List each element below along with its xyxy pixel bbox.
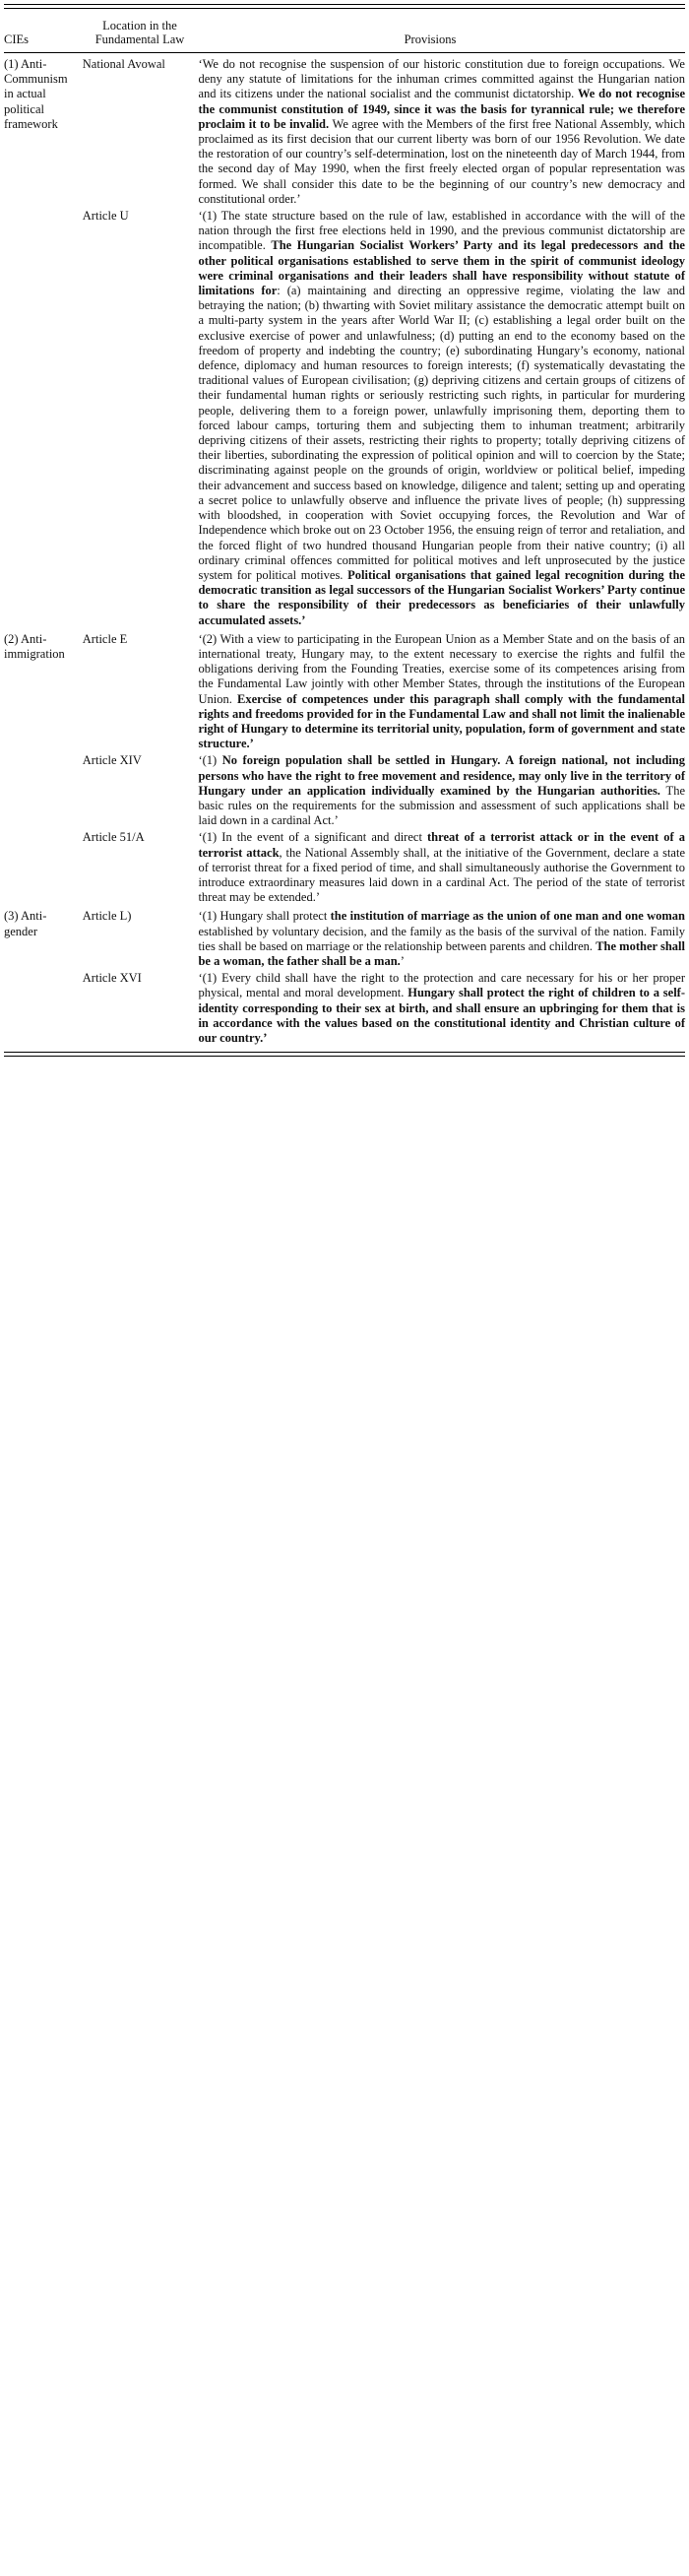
location-cell: Article XVI	[82, 971, 142, 986]
provision-emphasis: the institution of marriage as the union of one man and one woman	[330, 909, 685, 924]
provision-text: ‘(1) Hungary shall protect	[198, 909, 331, 924]
table-header-rule	[4, 52, 685, 53]
provision-text: ‘(1) The state structure based on the rule of law, established in accordance with the will of the nation through the first free elections held in 1990, and the previous communist dictatorship are incompatible.	[198, 209, 685, 253]
provision-text: ’	[400, 953, 405, 968]
header-provisions: Provisions	[404, 32, 457, 46]
provision-cell	[198, 971, 685, 1046]
provision-emphasis: Exercise of competences under this paragraph shall comply with the fundamental rights and freedoms provided for in the Fundamental Law and shall not limit the inalienable right of Hungary to determine its territorial unity, population, form of government and state structure.’	[198, 691, 686, 751]
provision-text: ‘(1)	[198, 753, 222, 768]
provision-text: : (a) maintaining and directing an oppressive regime, violating the law and betraying the nation; (b) thwarting with Soviet military assistance the democratic attempt built on a multi-party system in the years after World War II; (c) establishing a legal order built on the exclusive exercise of power and unlawfulness; (d) putting an end to the economy based on the freedom of property and indebting the country; (e) subordinating Hungary’s economy, national defence, diplomacy and human resources to foreign interests; (f) systematically devastating the traditional values of European civilisation; (g) depriving citizens and certain groups of citizens of their fundamental human rights or seriously restricting such rights, in particular for murdering people, delivering them to a foreign power, unlawfully imprisoning them, deporting them to forced labour camps, torturing them and subjecting them to inhuman treatment; arbitrarily depriving citizens of their assets, restricting their rights to property; totally depriving citizens of their liberties, subordinating the expression of political opinion and will to coercion by the State; discriminating against people on the grounds of origin, worldview or political belief, impeding their advancement and success based on knowledge, diligence and talent; setting up and operating a secret police to unlawfully observe and influence the private lives of people; (h) suppressing with bloodshed, in cooperation with Soviet occupying forces, the Revolution and War of Independence which broke out on 23 October 1956, the ensuing reign of terror and retaliation, and the forced flight of two hundred thousand Hungarian people from their native country; (i) all ordinary criminal offences committed for political motives and left unprosecuted by the justice system for political motives.	[198, 284, 685, 582]
table-body	[4, 57, 685, 1046]
location-cell: Article E	[82, 631, 128, 646]
provision-emphasis: We do not recognise the communist constitution of 1949, since it was the basis for tyrannical rule; we therefore proclaim it to be invalid.	[198, 87, 686, 131]
provision-text: ‘(2) With a view to participating in the European Union as a Member State and on the basis of an international treaty, Hungary may, to the extent necessary to exercise the rights and fulfil the obligations deriving from the Founding Treaties, exercise some of its competences arising from the Fundamental Law jointly with other Member States, through the institutions of the European Union.	[198, 631, 685, 706]
provision-emphasis: No foreign population shall be settled in Hungary. A foreign national, not including persons who have the right to free movement and residence, may only live in the territory of Hungary under an application individually examined by the Hungarian authorities.	[198, 753, 685, 798]
table-row	[4, 830, 685, 905]
provision-emphasis: threat of a terrorist attack or in the event of a terrorist attack	[198, 830, 685, 860]
provision-emphasis: Hungary shall protect the right of children to a self-identity corresponding to their sex at birth, and shall ensure an upbringing for them that is in accordance with the values based on the constitutional identity and Christian culture of our country.’	[198, 986, 685, 1045]
table-bottom-rule	[4, 1052, 685, 1057]
location-cell: Article L)	[82, 909, 132, 924]
provision-text: ‘(1) Every child shall have the right to the protection and care necessary for his or her proper physical, mental and moral development.	[198, 971, 685, 1000]
table-header	[4, 9, 685, 52]
location-cell: National Avowal	[82, 57, 165, 71]
provision-cell	[198, 909, 685, 969]
provision-text: ‘We do not recognise the suspension of our historic constitution due to foreign occupations. We deny any statute of limitations for the inhuman crimes committed against the Hungarian nation and its citizens under the national socialist and the communist dictatorship.	[198, 57, 685, 101]
provision-emphasis: Political organisations that gained legal recognition during the democratic transition as legal successors of the Hungarian Socialist Workers’ Party continue to share the responsibility of their predecessors as beneficiaries of their unlawfully accumulated assets.’	[198, 567, 685, 627]
cie-cell: (1) Anti-Communism in actual political framework	[4, 57, 68, 131]
location-cell: Article XIV	[82, 753, 142, 768]
cie-cell: (3) Anti-gender	[4, 909, 47, 938]
provision-text: established by voluntary decision, and the family as the basis of the survival of the nation. Family ties shall be based on marriage or the relationship between parents and children.	[198, 924, 685, 953]
provision-cell	[198, 830, 685, 905]
cie-cell: (2) Anti-immigration	[4, 631, 65, 661]
provision-text: ‘(1) In the event of a significant and direct	[198, 830, 428, 845]
location-cell: Article U	[82, 209, 129, 224]
provision-cell	[198, 57, 685, 207]
provision-emphasis: The mother shall be a woman, the father shall be a man.	[198, 938, 685, 968]
header-location: Location in the Fundamental Law	[94, 19, 185, 46]
provision-emphasis: The Hungarian Socialist Workers’ Party and its legal predecessors and the other political organisations established to serve them in the spirit of communist ideology were criminal organisations and their leaders shall have responsibility without statute of limitations for	[198, 238, 685, 298]
provision-text: , the National Assembly shall, at the initiative of the Government, declare a state of terrorist threat for a fixed period of time, and shall simultaneously authorise the Government to introduce extraordinary measures laid down in a cardinal Act. The period of the state of terrorist threat may be extended.’	[198, 845, 685, 905]
table-row	[4, 57, 685, 207]
table-row	[4, 971, 685, 1046]
table-row	[4, 632, 685, 752]
provision-text: We agree with the Members of the first free National Assembly, which proclaimed as its first decision that our current liberty was born of our 1956 Revolution. We date the restoration of our country’s self-determination, lost on the nineteenth day of March 1944, from the second day of May 1990, when the first freely elected organ of popular representation was formed. We shall consider this date to be the beginning of our country’s new democracy and constitutional order.’	[198, 116, 685, 206]
location-cell: Article 51/A	[82, 830, 145, 845]
provisions-table	[4, 4, 685, 1057]
table-row	[4, 753, 685, 828]
provision-cell	[198, 209, 685, 628]
table-row	[4, 209, 685, 628]
header-cies: CIEs	[4, 32, 29, 46]
provision-cell	[198, 632, 685, 752]
table-row	[4, 909, 685, 969]
provision-text: The basic rules on the requirements for the submission and assessment of such applications shall be laid down in a cardinal Act.’	[198, 783, 685, 828]
provision-cell	[198, 753, 685, 828]
